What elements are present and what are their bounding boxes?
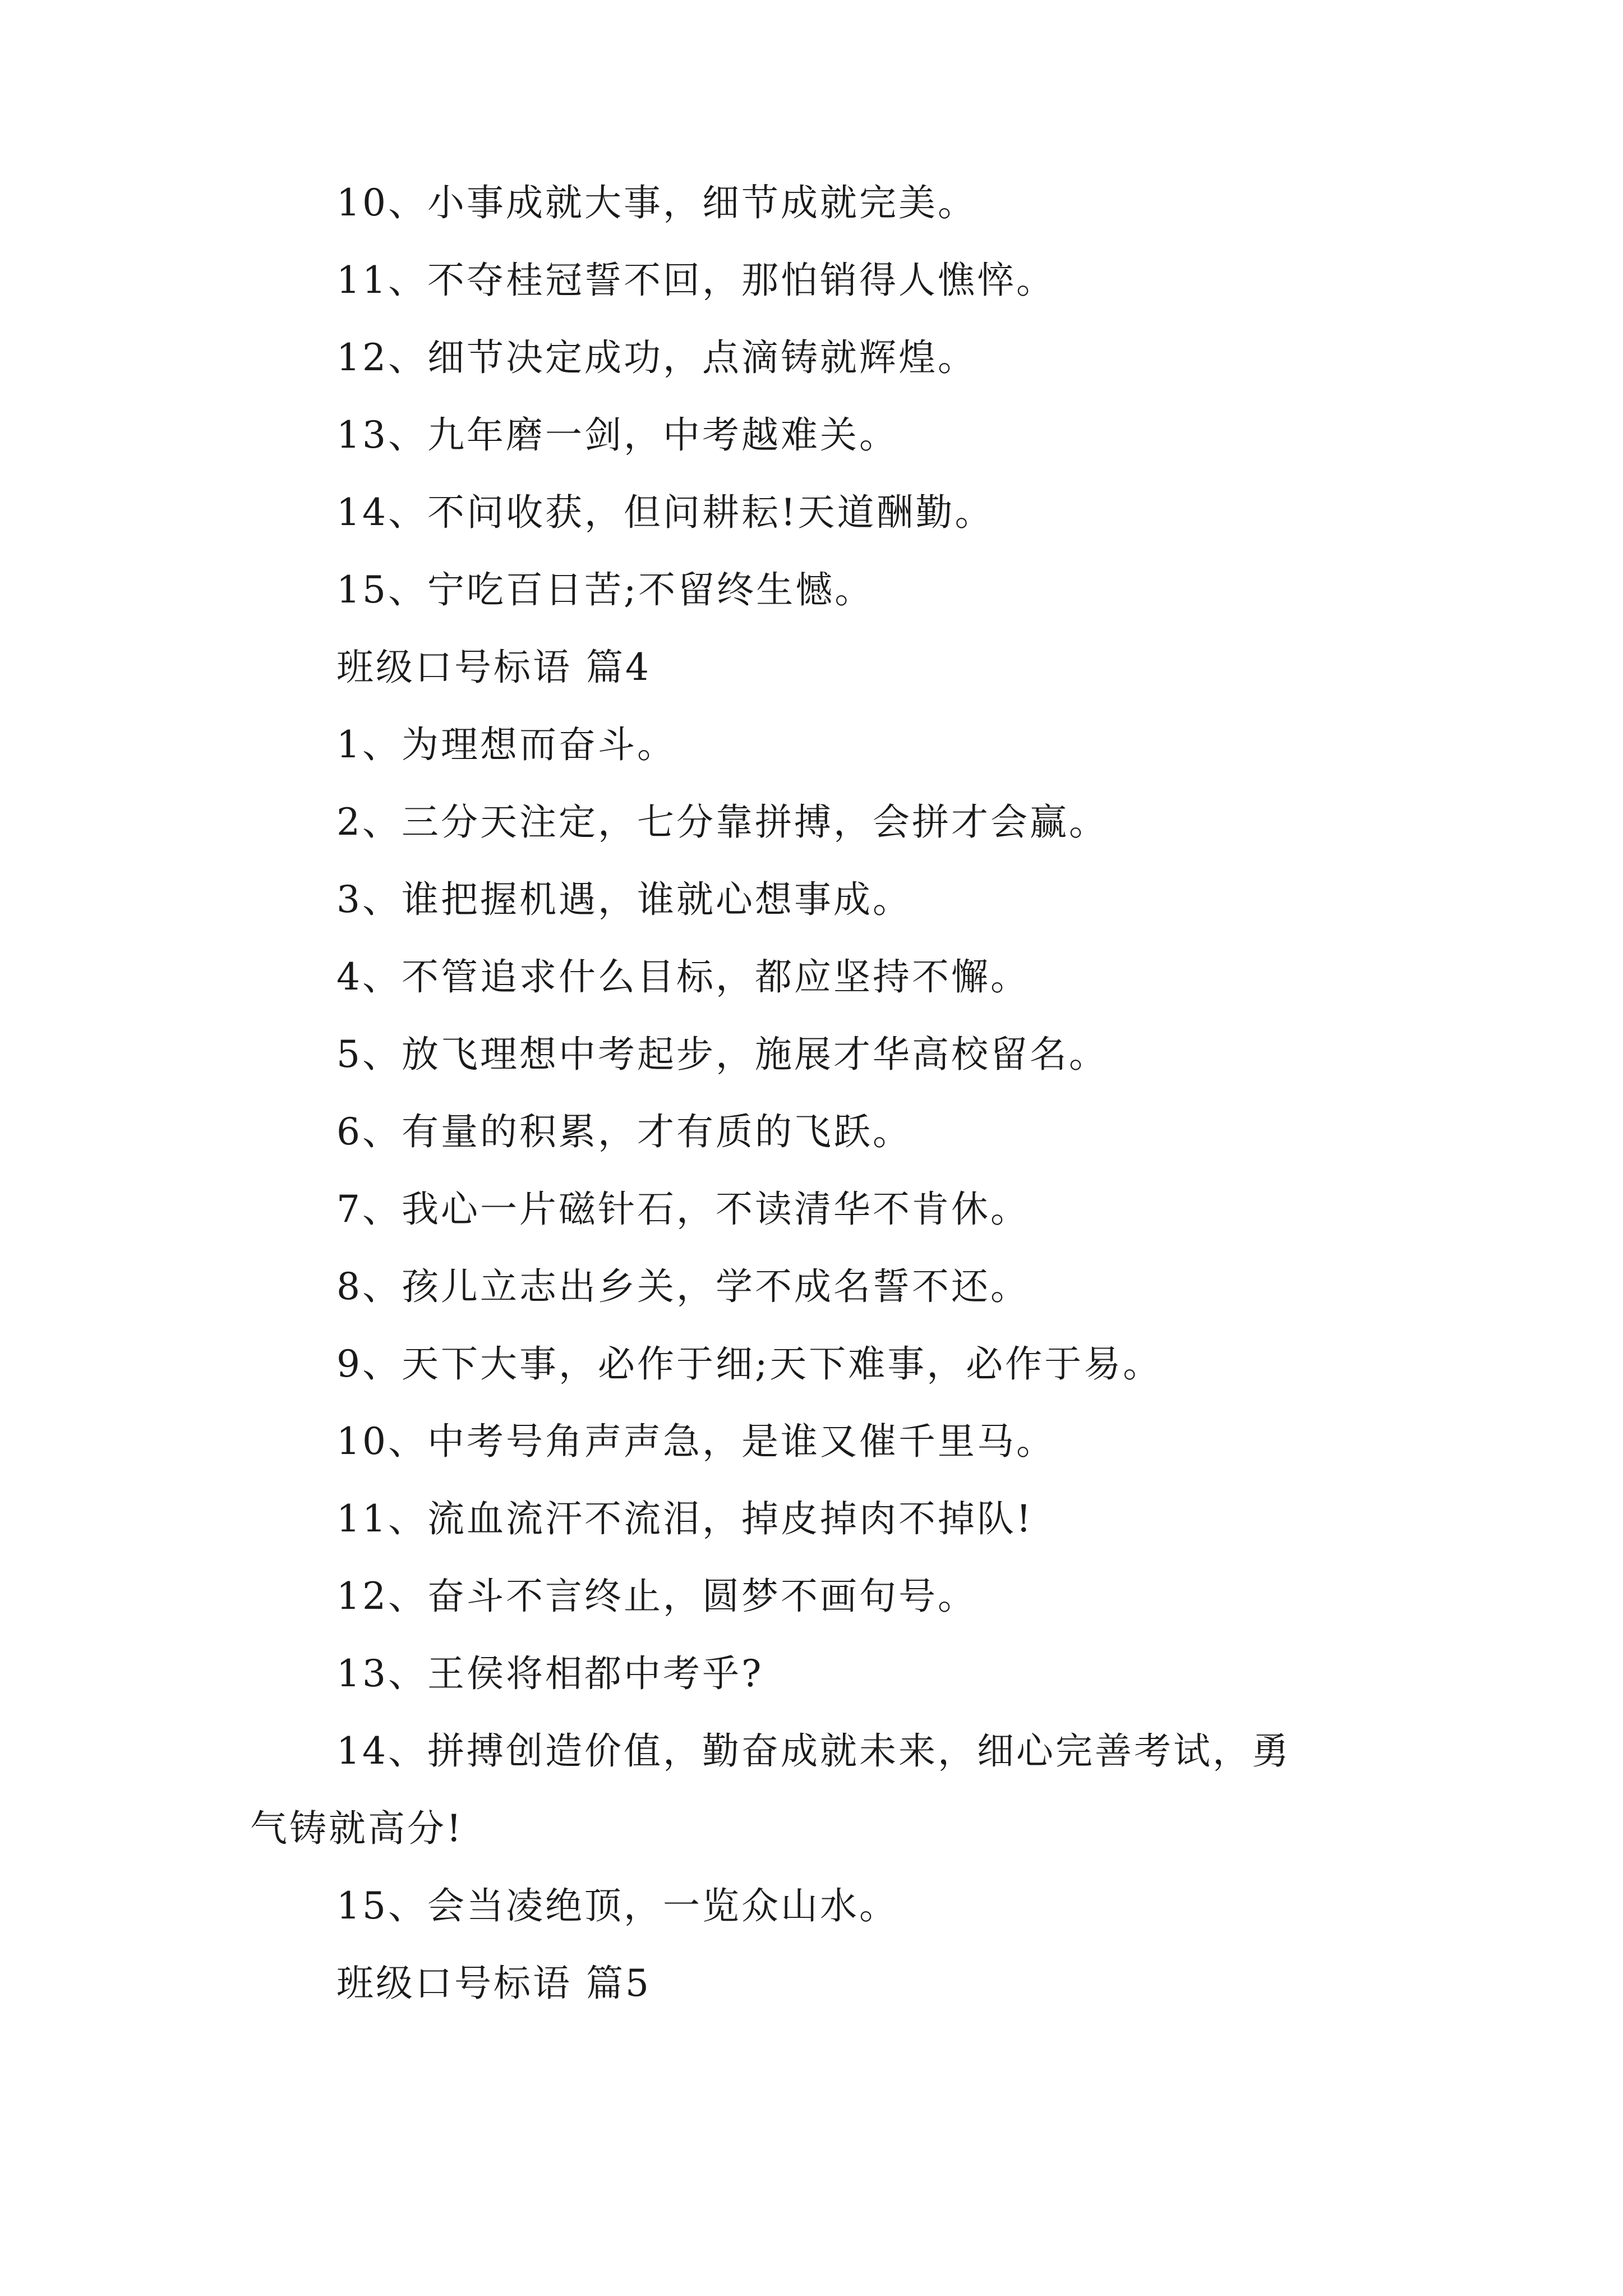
list-item: 10、小事成就大事，细节成就完美。 [336, 181, 977, 224]
list-item: 15、会当凌绝顶，一览众山水。 [336, 1884, 898, 1927]
list-item-continuation: 气铸就高分! [250, 1807, 464, 1850]
list-item: 11、流血流汗不流泪，掉皮掉肉不掉队! [336, 1497, 1034, 1540]
list-item: 2、三分天注定，七分靠拼搏，会拼才会赢。 [336, 800, 1108, 844]
list-item: 4、不管追求什么目标，都应坚持不懈。 [336, 955, 1030, 999]
list-item: 15、宁吃百日苦;不留终生憾。 [336, 568, 874, 611]
list-item: 13、九年磨一剑，中考越难关。 [336, 413, 898, 457]
list-item: 5、放飞理想中考起步，施展才华高校留名。 [336, 1033, 1108, 1076]
list-item: 3、谁把握机遇，谁就心想事成。 [336, 878, 912, 921]
list-item: 8、孩儿立志出乡关，学不成名誓不还。 [336, 1265, 1030, 1308]
section-heading: 班级口号标语 篇4 [336, 646, 651, 689]
list-item: 1、为理想而奋斗。 [336, 723, 676, 766]
list-item: 6、有量的积累，才有质的飞跃。 [336, 1110, 912, 1153]
list-item: 11、不夺桂冠誓不回，那怕销得人憔悴。 [336, 259, 1055, 302]
list-item: 10、中考号角声声急，是谁又催千里马。 [336, 1420, 1055, 1463]
list-item: 12、奋斗不言终止，圆梦不画句号。 [336, 1575, 977, 1618]
section-heading: 班级口号标语 篇5 [336, 1962, 651, 2005]
list-item: 12、细节决定成功，点滴铸就辉煌。 [336, 336, 977, 379]
list-item: 9、天下大事，必作于细;天下难事，必作于易。 [336, 1342, 1163, 1386]
list-item: 13、王侯将相都中考乎? [336, 1652, 764, 1695]
list-item: 14、不问收获，但问耕耘!天道酬勤。 [336, 491, 994, 534]
list-item: 14、拼搏创造价值，勤奋成就未来，细心完善考试，勇 [336, 1729, 1291, 1773]
list-item: 7、我心一片磁针石，不读清华不肯休。 [336, 1188, 1030, 1231]
